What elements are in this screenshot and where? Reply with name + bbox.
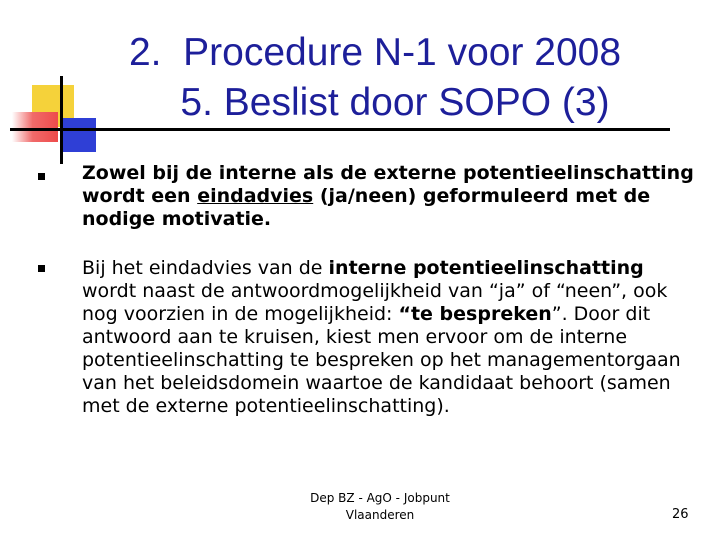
bullet-2-bold-2: “te bespreken (398, 303, 552, 325)
slide-title (0, 28, 720, 128)
bullet-paragraph-1 (82, 162, 702, 231)
bullet-1-text-start: Zowel bij de interne als de externe potentieelinschatting wordt een (82, 162, 694, 207)
title-line-2: 5. Beslist door SOPO (3) (180, 81, 610, 124)
bullet-1-text-end: (ja/neen) geformuleerd met de nodige motivatie. (82, 185, 651, 230)
bullet-square-icon (38, 173, 45, 180)
footer-source (300, 490, 460, 524)
page-number: 26 (672, 507, 689, 522)
bullet-square-icon (38, 265, 45, 272)
bullet-2-text-2: wordt naast de antwoordmogelijkheid van “ja” of “neen”, ook nog voorzien in de mogelijkheid: (82, 280, 668, 325)
footer-line-2: Vlaanderen (345, 508, 415, 522)
bullet-paragraph-2 (82, 257, 702, 418)
bullet-2-bold-1: interne potentieelinschatting (328, 257, 644, 279)
footer-line-1: Dep BZ - AgO - Jobpunt (310, 491, 450, 505)
title-divider (10, 128, 670, 131)
bullet-2-text-3: ”. Door dit antwoord aan te kruisen, kiest men ervoor om de interne potentieelinschatting te bespreken op het managementorgaan van het beleidsdomein waartoe de kandidaat behoort (samen met de externe potentieelinschatting). (82, 303, 681, 417)
bullet-1-underlined: eindadvies (197, 185, 314, 207)
title-line-1: 2. Procedure N-1 voor 2008 (128, 31, 622, 74)
bullet-2-text-1: Bij het eindadvies van de (82, 257, 329, 279)
